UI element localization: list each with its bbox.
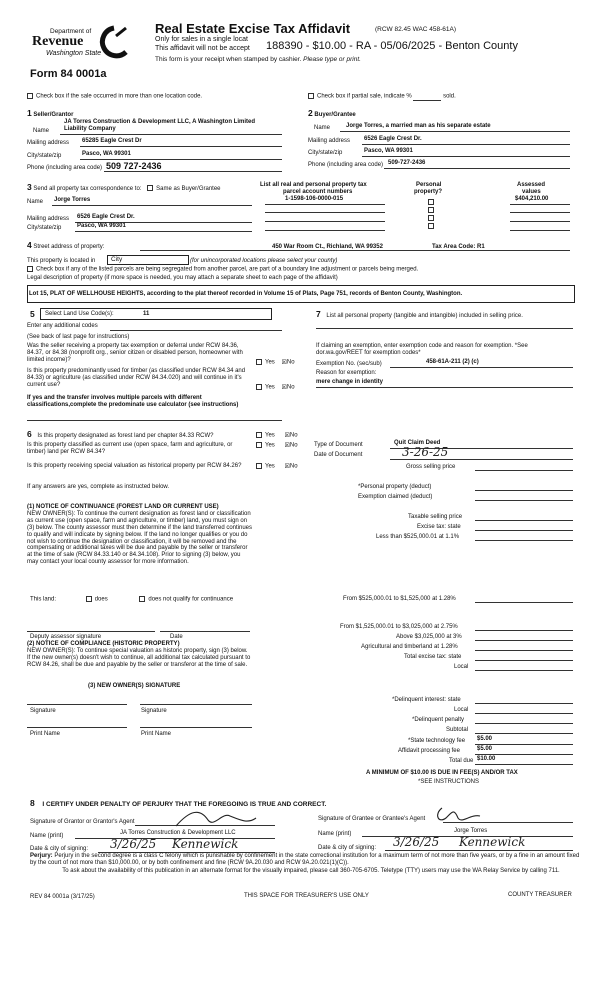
buyer-name-value: Jorge Torres, a married man as his separate estate: [346, 123, 491, 129]
reason-field[interactable]: [316, 379, 573, 388]
street-address-value: 450 War Room Ct., Richland, WA 99352: [272, 244, 383, 250]
tax-city-field[interactable]: [75, 223, 252, 232]
located-label: This property is located in: [27, 258, 96, 264]
tax-correspondence-title: Send all property tax correspondence to:: [33, 186, 142, 192]
doc-type-value: Quit Claim Deed: [394, 440, 441, 446]
personal-prop-field[interactable]: [475, 482, 573, 491]
buyer-city-label: City/state/zip: [308, 150, 343, 156]
local2-field[interactable]: [475, 705, 573, 714]
parcel-header-1: List all real and personal property tax: [260, 182, 367, 188]
see-back-note: (See back of last page for instructions): [27, 334, 130, 340]
s6-q3-no-label: No: [289, 463, 298, 470]
form-revision: REV 84 0001a (3/17/25): [30, 894, 95, 900]
buyer-mail-field[interactable]: [362, 136, 570, 145]
s5-q1-yes-label: Yes: [265, 359, 275, 366]
reason-value: mere change in identity: [316, 379, 384, 385]
street-address-label: Street address of property:: [33, 244, 105, 250]
partial-sale-percent-field[interactable]: [413, 94, 441, 102]
this-land-label: This land:: [30, 596, 57, 603]
tax-city-value: Pasco, WA 99301: [77, 223, 126, 229]
buyer-heading: [308, 109, 356, 119]
total-excise-field[interactable]: [475, 652, 573, 661]
s6-q1-row: [27, 430, 214, 440]
does-not-label: does not qualify for continuance: [148, 596, 234, 603]
s6-question-3: Is this property receiving special valuation as historical property per RCW 84.26?: [27, 463, 242, 469]
buyer-phone-value: 509-727-2436: [388, 160, 426, 166]
delinquent-pen-label: *Delinquent penalty: [412, 717, 465, 723]
gross-field[interactable]: [475, 462, 573, 471]
logo-line2: Revenue: [32, 34, 84, 49]
tax-name-label: Name: [27, 199, 44, 205]
see-instructions-note: *SEE INSTRUCTIONS: [418, 779, 480, 785]
buyer-name-label: Name: [314, 125, 331, 131]
above-3025-label: Above $3,025,000 at 3%: [396, 634, 462, 640]
header-line4: [155, 56, 361, 63]
section-5-number: 5: [30, 309, 35, 319]
new-owner-print-label-1: Print Name: [30, 731, 61, 737]
seller-mail-field[interactable]: [80, 138, 282, 147]
tax-name-value: Jorge Torres: [54, 197, 91, 203]
legal-description-field[interactable]: [27, 285, 575, 303]
partial-sale-row: [308, 93, 456, 101]
s5-q2-yes-checkbox[interactable]: [256, 384, 262, 390]
less-525-label: Less than $525,000.01 at 1.1%: [376, 534, 460, 540]
total-due-label-field[interactable]: [475, 756, 573, 765]
s5-q1-yes-checkbox[interactable]: [256, 359, 262, 365]
doc-date-label: Date of Document: [314, 452, 363, 458]
personal-property-line-1[interactable]: [316, 328, 573, 329]
section-6-number: 6: [27, 429, 32, 439]
seller-name-field[interactable]: [60, 126, 282, 135]
above-3025-field[interactable]: [475, 632, 573, 641]
segregate-row: [27, 266, 418, 273]
logo-line1: Department of: [50, 28, 92, 35]
s6-q3-yes-checkbox[interactable]: [256, 463, 262, 469]
parcel-field-3[interactable]: [265, 221, 385, 222]
type-print-note: Please type or print.: [303, 56, 361, 63]
county-treasurer-label: COUNTY TREASURER: [508, 892, 572, 898]
personal-property-title: List all personal property (tangible and intangible) included in selling price.: [326, 313, 523, 319]
seller-title: Seller/Grantor: [33, 112, 74, 118]
s5-q1-answers: [256, 359, 295, 366]
s6-q1-no-mark[interactable]: ☒: [284, 432, 290, 439]
s5-q2-answers: [256, 384, 295, 391]
exemption-claimed-label: Exemption claimed (deduct): [358, 494, 433, 500]
buyer-city-value: Pasco, WA 99301: [364, 148, 413, 154]
total-due-label-label: Total due: [449, 758, 474, 764]
personal-property-heading: [316, 310, 523, 320]
buyer-phone-field[interactable]: [384, 160, 570, 169]
section-4-number: 4: [27, 240, 32, 250]
perjury-paragraph: [30, 853, 584, 867]
grantee-name-label: Name (print): [318, 831, 352, 837]
section-8-number: 8: [30, 798, 35, 808]
s6-q2-no-mark[interactable]: ☒: [284, 442, 290, 449]
s6-q1-answers: [256, 432, 298, 439]
revenue-logo: [30, 18, 130, 64]
buyer-mail-value: 6526 Eagle Crest Dr.: [364, 136, 422, 142]
additional-codes-label: Enter any additional codes: [27, 323, 98, 329]
seller-city-label: City/state/zip: [27, 153, 62, 159]
parcel-field-2[interactable]: [265, 212, 385, 213]
segregate-label: Check box if any of the listed parcels are being segregated from another parcel, are part of a boundary line adjustment or parcels being merged.: [36, 266, 419, 273]
seller-phone-field[interactable]: [104, 161, 282, 172]
this-land-row: [30, 596, 233, 603]
new-owner-sig-line-1[interactable]: [27, 704, 127, 705]
gross-label: Gross selling price: [406, 464, 456, 470]
tax-mail-field[interactable]: [75, 214, 252, 223]
header-line2: Only for sales in a single locat: [155, 36, 248, 43]
personal-header-1: Personal: [416, 182, 442, 188]
s6-question-4: If any answers are yes, complete as instructed below.: [27, 484, 170, 490]
seller-mail-label: Mailing address: [27, 140, 70, 146]
ag-timber-field[interactable]: [475, 642, 573, 651]
s6-question-2: Is this property classified as current use (open space, farm and agriculture, or timber) land per RCW 84.34?: [27, 442, 233, 455]
tax-mail-value: 6526 Eagle Crest Dr.: [77, 214, 135, 220]
affidavit-fee-value: $5.00: [477, 746, 493, 752]
s5-q2-yes-label: Yes: [265, 384, 275, 391]
partial-sale-checkbox[interactable]: [308, 93, 314, 99]
s6-q3-answers: [256, 463, 298, 470]
new-owner-sig-label-1: Signature: [30, 708, 56, 714]
s6-q3-yes-label: Yes: [265, 463, 275, 470]
buyer-city-field[interactable]: [362, 148, 570, 157]
multi-location-checkbox[interactable]: [27, 93, 33, 99]
from-1525-label: From $1,525,000.01 to $3,025,000 at 2.75%: [340, 624, 458, 630]
form-number: Form 84 0001a: [30, 68, 107, 80]
subtotal-field[interactable]: [475, 725, 573, 734]
multi-location-row: [27, 93, 202, 100]
assessed-header-1: Assessed: [517, 182, 546, 188]
exemption-value: 458-61A-211 (2) (c): [426, 359, 479, 365]
exemption-field[interactable]: [390, 359, 573, 368]
additional-codes-field[interactable]: [110, 330, 282, 331]
same-as-buyer-label: Same as Buyer/Grantee: [156, 186, 221, 192]
affidavit-fee-label-label: Affidavit processing fee: [398, 748, 460, 754]
s5-question-1: Was the seller receiving a property tax exemption or deferral under RCW 84.36, 84.37, or 84.38 (nonprofit org., senior citizen or disabled person, homeowner with limited income)?: [27, 343, 243, 363]
logo-line3: Washington State: [46, 50, 102, 57]
s6-q2-yes-checkbox[interactable]: [256, 442, 262, 448]
seller-phone-label: Phone (including area code): [27, 165, 103, 171]
personal-checkbox-3[interactable]: [428, 215, 434, 221]
doc-date-field[interactable]: [390, 446, 573, 460]
grantee-signature: [432, 804, 482, 826]
claim-exemption-text: If claiming an exemption, enter exemption code and reason for exemption. *See dor.wa.gov/REET for exemption codes*: [316, 343, 528, 356]
s6-q3-no-mark[interactable]: ☒: [284, 463, 290, 470]
state-tech-label-label: *State technology fee: [408, 738, 466, 744]
same-as-buyer-checkbox[interactable]: [147, 185, 153, 191]
land-use-value: 11: [143, 311, 150, 317]
parcel-header-2: parcel account numbers: [283, 189, 353, 195]
s5-q2-no-label: No: [286, 384, 295, 391]
does-checkbox[interactable]: [86, 596, 92, 602]
grantee-date-value: 3/26/25: [393, 835, 440, 849]
subtotal-label: Subtotal: [446, 727, 469, 733]
personal-checkbox-1[interactable]: [428, 199, 434, 205]
buyer-phone-label: Phone (including area code): [308, 162, 384, 168]
land-use-label: Select Land Use Code(s):: [45, 311, 114, 317]
notice-2-body: NEW OWNER(S): To continue special valuation as historic property, sign (3) below. If the new owner(s) doesn't wish to continue, all additional tax calculated pursuant to RCW 84.26, shall be due and payable by the seller or transferor at the time of sale.: [27, 648, 251, 668]
title-reference: (RCW 82.45 WAC 458-61A): [375, 26, 457, 33]
excise-state-field[interactable]: [475, 522, 573, 531]
buyer-name-field[interactable]: [340, 123, 570, 132]
parcel-field-1[interactable]: [265, 196, 385, 205]
seller-heading: [27, 109, 73, 119]
land-use-select[interactable]: [40, 308, 272, 320]
state-tech-label-field[interactable]: [475, 736, 573, 745]
multi-location-label: Check box if the sale occurred in more than one location code.: [36, 93, 203, 100]
seller-city-field[interactable]: [80, 151, 282, 160]
assessed-field-4[interactable]: [510, 230, 570, 231]
local-field[interactable]: [475, 662, 573, 671]
certify-text: I CERTIFY UNDER PENALTY OF PERJURY THAT THE FOREGOING IS TRUE AND CORRECT.: [42, 801, 327, 808]
seller-name-label: Name: [33, 128, 50, 134]
state-tech-value: $5.00: [477, 736, 493, 742]
legal-description-label: Legal description of property (if more space is needed, you may attach a separate sheet to each page of the affidavit): [27, 275, 338, 281]
s6-question-1: Is this property designated as forest land per chapter 84.33 RCW?: [37, 433, 214, 439]
deputy-signature-line[interactable]: [27, 631, 155, 632]
legal-description-value: Lot 15, PLAT OF WELLHOUSE HEIGHTS, according to the plat thereof recorded in Volume 15 of Plats, Page 751, records of Benton County, Washington.: [29, 291, 463, 297]
sold-label: sold.: [443, 93, 456, 100]
perjury-label: Perjury:: [30, 853, 53, 859]
personal-prop-label: *Personal property (deduct): [358, 484, 432, 490]
s6-q2-no-label: No: [289, 442, 298, 449]
notice-1-body: NEW OWNER(S): To continue the current designation as forest land or classification as current use (open space, farm and agriculture, or timber) land, you must sign on (3) below. The county assessor must then determine if the land transferred continues to qualify and will indicate by signing below. If the land no longer qualifies or you do not wish to continue the designation or classification, it will be removed and the compensating or additional taxes will be due and payable by the seller or transferor at the time of sale (RCW 84.33.140 or 84.34.108). Prior to signing (3) below, you may contact your local county assessor for more information.: [27, 511, 253, 566]
new-owner-print-line-1[interactable]: [27, 727, 127, 728]
from-525-label: From $525,000.01 to $1,525,000 at 1.28%: [343, 596, 456, 602]
doc-type-label: Type of Document: [314, 442, 363, 448]
does-not-checkbox[interactable]: [139, 596, 145, 602]
from-1525-field[interactable]: [475, 622, 573, 631]
exemption-label: Exemption No. (sec/sub): [316, 361, 382, 367]
tax-correspondence-heading: [27, 183, 221, 193]
alternate-format-note: To ask about the availability of this publication in an alternate format for the visually impaired, please call 360-705-6705. Teletype (TTY) users may use the WA Relay Service by calling 711.: [62, 868, 560, 874]
header-line3: This affidavit will not be accept: [155, 45, 250, 52]
s5-q1-no-mark[interactable]: ☒: [281, 359, 287, 366]
parcel-value: 1-1598-106-0000-015: [285, 196, 344, 202]
grantee-name-value: Jorge Torres: [454, 828, 488, 834]
assessed-field-1[interactable]: [510, 196, 570, 205]
grantee-date-field[interactable]: [385, 836, 573, 851]
does-label: does: [94, 596, 108, 603]
s5-bottom-rule: [27, 420, 282, 421]
grantee-sig-label: Signature of Grantee or Grantee's Agent: [318, 816, 426, 822]
s5-question-3: If yes and the transfer involves multiple parcels with different classifications,complete the predominate use calculator (see instructions): [27, 395, 239, 408]
seller-city-value: Pasco, WA 99301: [82, 151, 131, 157]
s6-q1-no-label: No: [289, 432, 298, 439]
grantor-name-label: Name (print): [30, 833, 64, 839]
page-title: Real Estate Excise Tax Affidavit: [155, 21, 351, 36]
parcel-field-4[interactable]: [265, 230, 385, 231]
delinquent-int-label: *Delinquent interest: state: [392, 697, 461, 703]
seller-mail-value: 65285 Eagle Crest Dr: [82, 138, 142, 144]
section-2-number: 2: [308, 108, 313, 118]
exemption-claimed-field[interactable]: [475, 492, 573, 501]
assessed-value: $404,210.00: [515, 196, 549, 202]
treasurer-space-note: THIS SPACE FOR TREASURER'S USE ONLY: [244, 893, 369, 899]
s6-q1-yes-checkbox[interactable]: [256, 432, 262, 438]
notice-1-title: (1) NOTICE OF CONTINUANCE (FOREST LAND OR CURRENT USE): [27, 504, 219, 510]
deputy-signature-label: Deputy assessor signature: [30, 634, 102, 640]
grantor-sig-label: Signature of Grantor or Grantor's Agent: [30, 819, 135, 825]
grantor-date-field[interactable]: [98, 838, 275, 853]
s6-q1-yes-label: Yes: [265, 432, 275, 439]
grantor-date-value: 3/26/25: [110, 837, 157, 851]
section-1-number: 1: [27, 108, 32, 118]
tax-city-label: City/state/zip: [27, 225, 62, 231]
local-label: Local: [454, 664, 469, 670]
from-525-field[interactable]: [475, 594, 573, 603]
assessed-header-2: values: [522, 189, 541, 195]
delinquent-pen-field[interactable]: [475, 715, 573, 724]
located-note: (for unincorporated locations please select your county): [190, 258, 338, 264]
minimum-due-note: A MINIMUM OF $10.00 IS DUE IN FEE(S) AND/OR TAX: [366, 770, 518, 776]
section-7-number: 7: [316, 309, 321, 319]
tax-mail-label: Mailing address: [27, 216, 70, 222]
grantor-name-value: JA Torres Construction & Development LLC: [120, 830, 236, 836]
ag-timber-label: Agricultural and timberland at 1.28%: [361, 644, 458, 650]
buyer-mail-label: Mailing address: [308, 138, 351, 144]
s6-q2-yes-label: Yes: [265, 442, 275, 449]
doc-date-value: 3-26-25: [402, 445, 449, 459]
tax-area-code: Tax Area Code: R1: [432, 244, 485, 250]
location-select[interactable]: [107, 255, 189, 265]
new-owner-print-label-2: Print Name: [141, 731, 172, 737]
grantee-date-label: Date & city of signing:: [318, 845, 377, 851]
new-owner-sig-line-2[interactable]: [140, 704, 252, 705]
new-owner-print-line-2[interactable]: [140, 727, 252, 728]
assessed-field-3[interactable]: [510, 221, 570, 222]
less-525-field[interactable]: [475, 532, 573, 541]
taxable-field[interactable]: [475, 512, 573, 521]
personal-checkbox-4[interactable]: [428, 223, 434, 229]
receipt-note: This form is your receipt when stamped by cashier.: [155, 56, 302, 63]
new-owner-signature-title: (3) NEW OWNER(S) SIGNATURE: [88, 683, 181, 689]
tax-name-field[interactable]: [52, 197, 252, 206]
deputy-date-line[interactable]: [160, 631, 250, 632]
s5-question-2: Is this property predominantly used for timber (as classified under RCW 84.34 and 84.33) or agriculture (as classified under RCW 84.34.020) and will continue in it's current use?: [27, 368, 246, 388]
partial-sale-label: Check box if partial sale, indicate %: [317, 93, 412, 100]
segregate-checkbox[interactable]: [27, 266, 33, 272]
street-address-heading: [27, 241, 104, 251]
assessed-field-2[interactable]: [510, 212, 570, 213]
seller-name-line2: Liability Company: [64, 126, 116, 132]
grantor-signature: [170, 806, 260, 832]
s6-q2-answers: [256, 442, 298, 449]
grantee-city-value: Kennewick: [458, 835, 526, 849]
notice-2-title: (2) NOTICE OF COMPLIANCE (HISTORIC PROPERTY): [27, 641, 180, 647]
location-select-value: City: [111, 256, 123, 263]
taxable-label: Taxable selling price: [408, 514, 463, 520]
total-excise-label: Total excise tax: state: [404, 654, 462, 660]
s5-q1-no-label: No: [286, 359, 295, 366]
personal-checkbox-2[interactable]: [428, 207, 434, 213]
new-owner-sig-label-2: Signature: [141, 708, 167, 714]
affidavit-fee-label-field[interactable]: [475, 746, 573, 755]
local2-label: Local: [454, 707, 469, 713]
seller-name-line1: JA Torres Construction & Development LLC, A Washington Limited: [64, 119, 256, 125]
seller-phone-value: 509 727-2436: [106, 161, 162, 171]
perjury-text: Perjury in the second degree is a class C felony which is punishable by confinement in the state correctional institution for a maximum term of not more than five years, or by a fine in an amount fixed by the court of not more than $10,000.00, or by both confinement and fine (RCW 9A.20.030 and RCW 9A.20.021(1)(C)).: [30, 853, 580, 866]
s5-q2-no-mark[interactable]: ☒: [281, 384, 287, 391]
grantor-date-label: Date & city of signing:: [30, 846, 89, 852]
personal-header-2: property?: [414, 189, 443, 195]
deputy-date-label: Date: [170, 634, 183, 640]
delinquent-int-field[interactable]: [475, 695, 573, 704]
buyer-title: Buyer/Grantee: [314, 112, 356, 118]
reason-label: Reason for exemption:: [316, 370, 377, 376]
excise-state-label: Excise tax: state: [417, 524, 461, 530]
total-due-value: $10.00: [477, 756, 496, 762]
section-3-number: 3: [27, 182, 32, 192]
grantor-city-value: Kennewick: [171, 837, 239, 851]
recording-stamp: 188390 - $10.00 - RA - 05/06/2025 - Benton County: [266, 40, 518, 52]
